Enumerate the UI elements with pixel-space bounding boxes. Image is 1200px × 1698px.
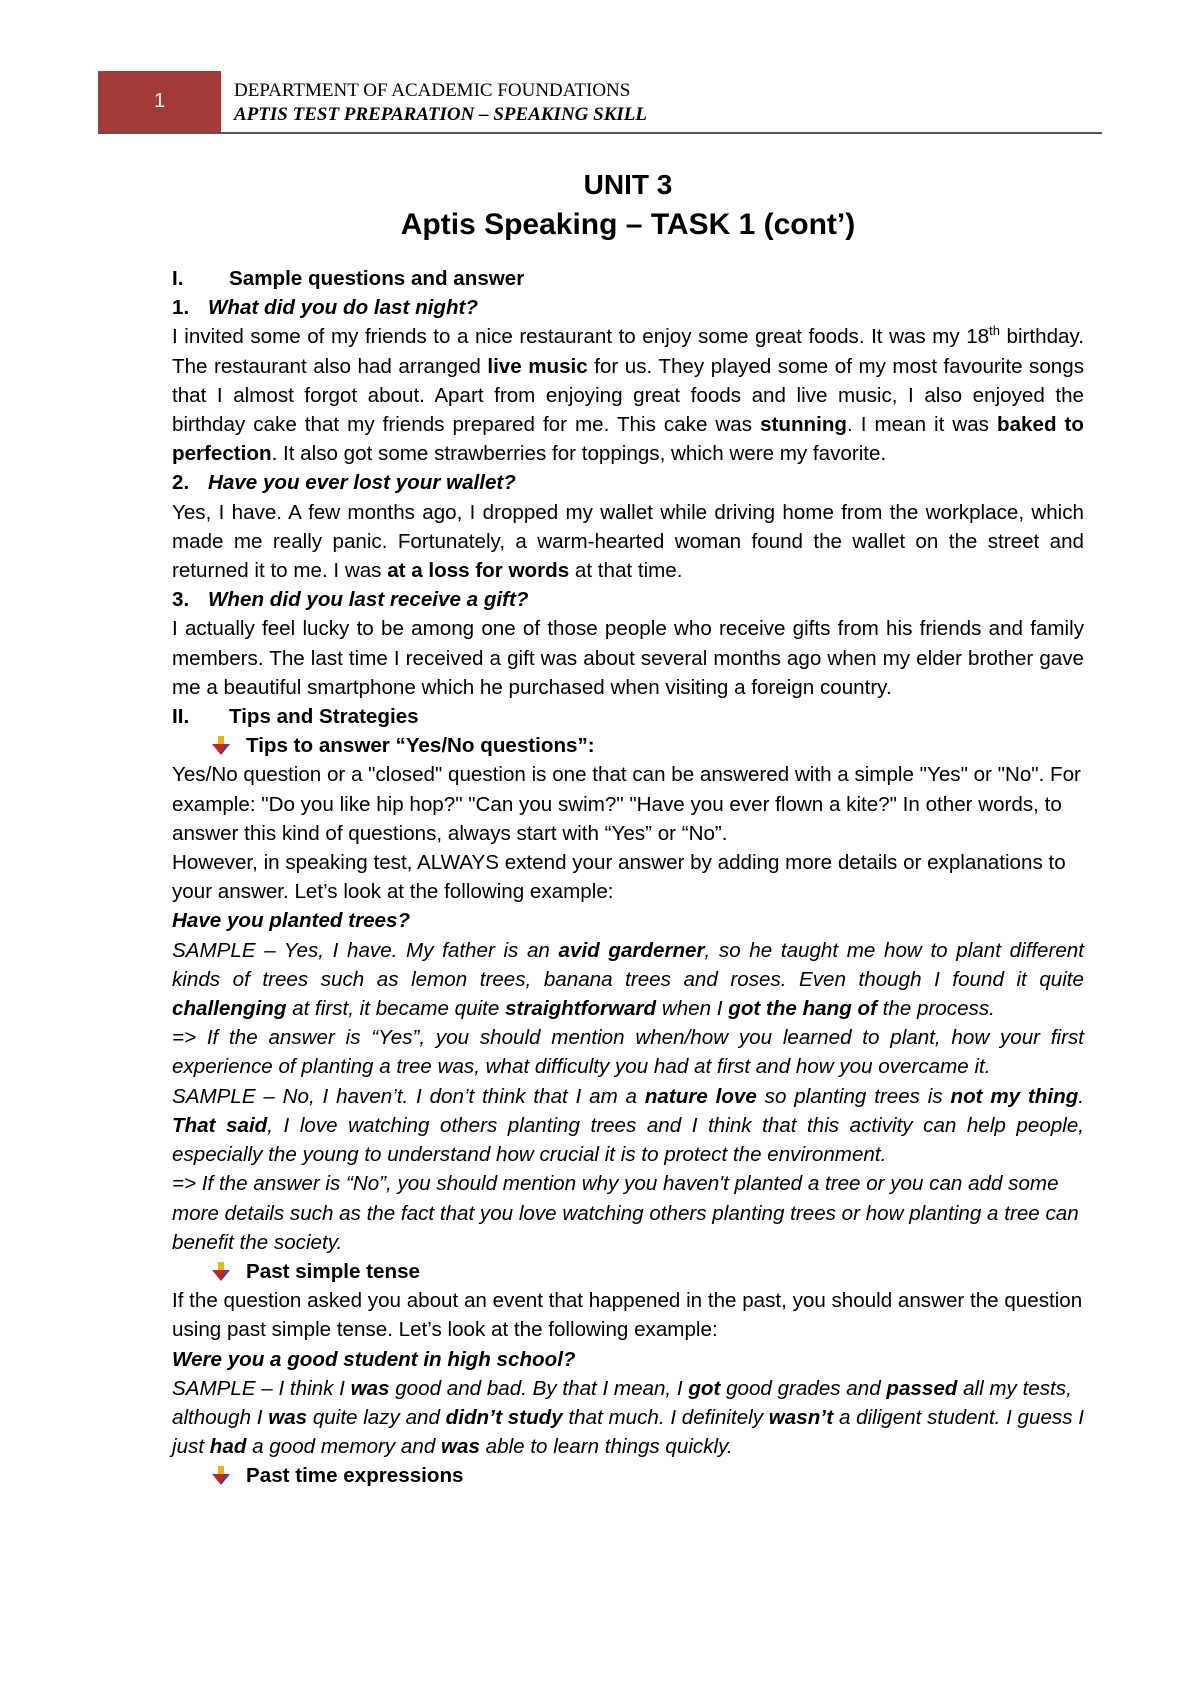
answer-1-highlight: live music (487, 354, 588, 378)
section-1-number: I. (172, 267, 184, 290)
sample-highlight: didn’t study (445, 1405, 563, 1429)
question-1-text: What did you do last night? (208, 296, 478, 320)
sample-highlight: nature love (644, 1084, 757, 1108)
tip-1-note-no: => If the answer is “No”, you should mention why you haven't planted a tree or you can add some more details such as the fact that you love watching others planting trees or how planting a tree can benefit the society. (172, 1172, 1079, 1254)
tip-1-paragraph-1: Yes/No question or a "closed" question is one that can be answered with a simple "Yes" or "No". For example: "Do you like hip hop?" "Can you swim?" "Have you ever flown a kite?" In other words, to answer this kind of questions, always start with “Yes” or “No”. (172, 763, 1081, 845)
sample-text: , I love watching others planting trees and I think that this activity can help people, especially the young to understand how crucial it is to protect the environment. (172, 1113, 1084, 1167)
tip-2-sample (172, 1374, 1084, 1462)
header-course: APTIS TEST PREPARATION – SPEAKING SKILL (234, 104, 647, 125)
unit-subtitle: Aptis Speaking – TASK 1 (cont’) (400, 208, 856, 241)
sample-highlight: That said (172, 1113, 268, 1137)
sample-text: . (1078, 1084, 1085, 1108)
down-arrow-bullet-icon (210, 1261, 234, 1283)
answer-1-text: birthday. The restaurant also had arranged (172, 325, 1084, 378)
sample-text: at first, it became quite (286, 997, 506, 1021)
sample-highlight: was (441, 1435, 480, 1459)
question-1 (172, 293, 1084, 322)
sample-text: SAMPLE – I think I (172, 1376, 351, 1400)
answer-3: I actually feel lucky to be among one of those people who receive gifts from his friends and family members. The last time I received a gift was about several months ago when my elder brother gave me a beautiful smartphone which he purchased when visiting a foreign country. (172, 617, 1084, 699)
question-2-number: 2. (172, 471, 190, 495)
sample-text: , so he taught me how to plant different kinds of trees such as lemon trees, banana trees and roses. Even though I found it quite (172, 938, 1084, 991)
down-arrow-bullet-icon (210, 1465, 234, 1487)
tip-1-sample-no (172, 1082, 1084, 1170)
sample-highlight: was (268, 1405, 308, 1429)
tip-2-heading (172, 1257, 1084, 1286)
sample-highlight: straightforward (505, 997, 657, 1021)
tip-1-sample-yes (172, 936, 1084, 1024)
down-arrow-bullet-icon (210, 735, 234, 757)
sample-highlight: got (688, 1376, 721, 1400)
tip-3-title: Past time expressions (246, 1464, 464, 1488)
answer-1-text: for us. They played some of my most favourite songs that I almost forgot about. Apart from enjoying great foods and live music, I also enjoyed the birthday cake that my friends prepared for me. This cake was (172, 354, 1085, 437)
answer-1 (172, 322, 1084, 468)
answer-1-highlight: stunning (760, 413, 848, 437)
tip-3-heading (172, 1461, 1084, 1490)
answer-2-highlight: at a loss for words (387, 559, 570, 583)
sample-text: so planting trees is (756, 1084, 951, 1108)
answer-1-text: I invited some of my friends to a nice restaurant to enjoy some great foods. It was my 18 (172, 325, 990, 349)
sample-highlight: avid garderner (558, 938, 705, 962)
sample-text: all my tests, although I (172, 1376, 1072, 1429)
answer-2-text: at that time. (569, 559, 683, 583)
answer-2 (172, 498, 1084, 586)
sample-text: quite lazy and (307, 1405, 446, 1429)
sample-highlight: had (209, 1435, 247, 1459)
header-text (234, 79, 647, 127)
question-1-number: 1. (172, 296, 190, 320)
unit-title: UNIT 3 (583, 169, 673, 200)
document-body (172, 160, 1084, 1491)
header-department: DEPARTMENT OF ACADEMIC FOUNDATIONS (234, 80, 631, 101)
answer-1-text: . I mean it was (847, 413, 997, 437)
sample-text: the process. (876, 997, 995, 1021)
sample-highlight: was (350, 1376, 390, 1400)
tip-1-example-question: Have you planted trees? (172, 909, 411, 933)
page-number: 1 (153, 90, 166, 112)
sample-text: good grades and (720, 1376, 887, 1400)
sample-text: good and bad. By that I mean, I (389, 1376, 689, 1400)
sample-text: SAMPLE – Yes, I have. My father is an (172, 938, 559, 962)
answer-1-ordinal: th (989, 323, 1000, 339)
tip-1-note-yes: => If the answer is “Yes”, you should mention when/how you learned to plant, how your first experience of planting a tree was, what difficulty you had at first and how you overcame it. (172, 1026, 1084, 1079)
section-2-title: Tips and Strategies (229, 705, 419, 729)
tip-2-title: Past simple tense (246, 1259, 420, 1283)
sample-highlight: not my thing (950, 1084, 1079, 1108)
tip-1-paragraph-2: However, in speaking test, ALWAYS extend your answer by adding more details or explanations to your answer. Let’s look at the following example: (172, 851, 1066, 904)
sample-highlight: challenging (172, 997, 287, 1021)
sample-highlight: wasn’t (768, 1405, 834, 1429)
tip-1-heading (172, 731, 1084, 760)
tip-2-paragraph: If the question asked you about an event that happened in the past, you should answer the question using past simple tense. Let’s look at the following example: (172, 1289, 1083, 1342)
sample-highlight: passed (886, 1376, 958, 1400)
question-2 (172, 468, 1084, 497)
question-3-number: 3. (172, 588, 190, 612)
sample-text: when I (656, 997, 729, 1021)
page-header (0, 0, 1200, 140)
section-1-heading (172, 264, 1084, 293)
tip-1-title: Tips to answer “Yes/No questions”: (246, 734, 595, 758)
sample-text: SAMPLE – No, I haven’t. I don’t think that I am a (172, 1084, 645, 1108)
section-2-heading (172, 702, 1084, 731)
header-rule (98, 132, 1102, 134)
sample-text: a diligent student. I guess I just (172, 1405, 1084, 1459)
sample-highlight: got the hang of (728, 997, 877, 1021)
question-3-text: When did you last receive a gift? (208, 588, 529, 612)
tip-2-example-question: Were you a good student in high school? (172, 1347, 576, 1371)
answer-2-text: Yes, I have. A few months ago, I dropped my wallet while driving home from the workplace, which made me really panic. Fortunately, a warm-hearted woman found the wallet on the street and returned it to me. I was (172, 500, 1084, 583)
answer-1-highlight: baked to perfection (172, 413, 1084, 466)
sample-text: a good memory and (246, 1435, 442, 1459)
section-2-number: II. (172, 705, 190, 729)
sample-text: able to learn things quickly. (479, 1435, 733, 1459)
section-1-title: Sample questions and answer (229, 267, 525, 290)
question-2-text: Have you ever lost your wallet? (208, 471, 516, 495)
sample-text: that much. I definitely (562, 1405, 769, 1429)
question-3 (172, 585, 1084, 614)
answer-1-text: . It also got some strawberries for toppings, which were my favorite. (271, 442, 887, 466)
